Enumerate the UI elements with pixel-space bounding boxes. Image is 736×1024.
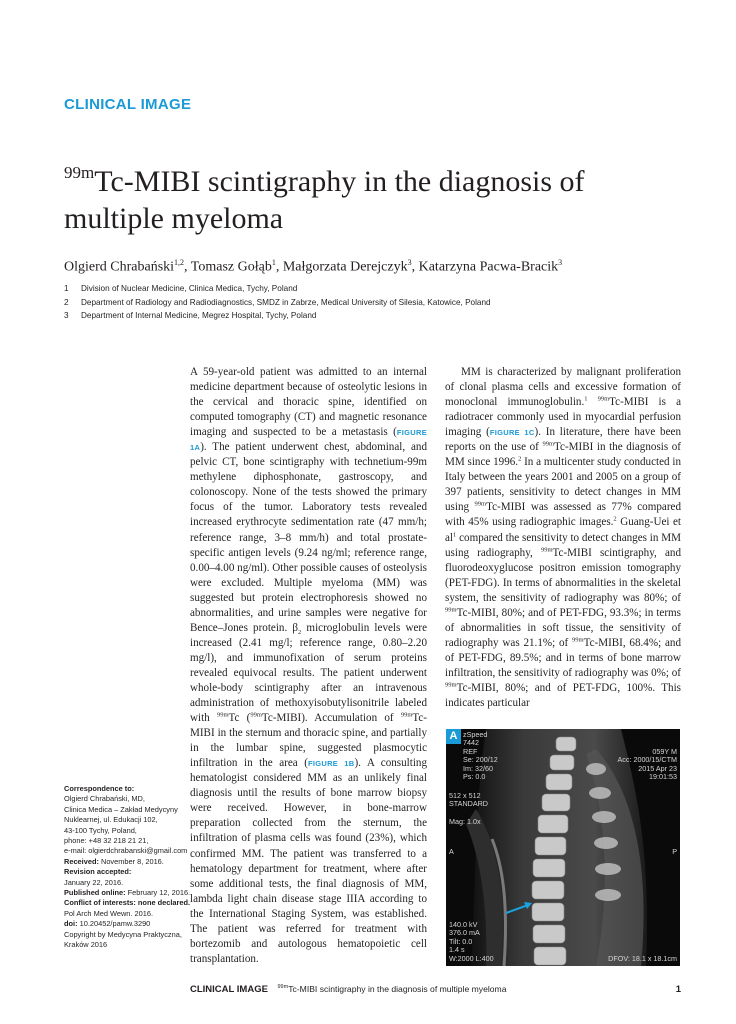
footer-isotope: 99m: [277, 984, 289, 991]
author-name: Katarzyna Pacwa-Bracik: [418, 259, 559, 275]
copyright: Kraków 2016: [64, 940, 108, 950]
affiliation-text: Division of Nuclear Medicine, Clinica Medica, Tychy, Poland: [81, 284, 298, 293]
section-tag: CLINICAL IMAGE: [64, 96, 192, 113]
correspondence-line: 43-100 Tychy, Poland,: [64, 825, 137, 835]
title-isotope: 99m: [64, 163, 95, 182]
citation-link[interactable]: 2: [613, 515, 617, 523]
author-name: Małgorzata Derejczyk: [282, 259, 408, 275]
affiliation: [64, 309, 491, 323]
body-column-right: [445, 365, 681, 711]
figure-reference-link[interactable]: FIGURE 1A: [190, 428, 427, 453]
author-affiliation: 3: [407, 258, 412, 267]
article-title: [64, 156, 684, 237]
affiliation: [64, 296, 491, 310]
revision-label: Revision accepted:: [64, 867, 132, 877]
author-affiliation: 3: [558, 258, 563, 267]
affiliation: [64, 282, 491, 296]
orientation-anterior: A: [449, 847, 454, 856]
affiliation-text: Department of Internal Medicine, Megrez Hospital, Tychy, Poland: [81, 311, 317, 320]
citation-link[interactable]: 2: [518, 455, 522, 463]
correspondence-line: Olgierd Chrabański, MD,: [64, 794, 145, 804]
scan-info-bottom-right: DFOV: 18.1 x 18.1cm: [608, 954, 677, 963]
author-name: Olgierd Chrabański: [64, 259, 175, 275]
revision-date: January 22, 2016.: [64, 877, 124, 887]
citation-link[interactable]: 1: [453, 530, 457, 538]
conflict-statement: Conflict of interests: none declared.: [64, 898, 191, 908]
doi-label: doi:: [64, 919, 78, 929]
published-date: February 12, 2016.: [127, 888, 191, 898]
journal-citation: Pol Arch Med Wewn. 2016.: [64, 908, 154, 918]
author-list: Olgierd Chrabański$^{1,2}$, Tomasz Gołąb$^1$, Małgorzata Derejczyk$^3$, Katarzyna Pacwa-Bracik$^3$: [64, 258, 563, 275]
discussion-paragraph: MM is characterized by malignant proliferation of clonal plasma cells and excessive formation of monoclonal immunoglobulin.$^1$ $^{99m}$Tc-MIBI is a radiotracer commonly used in myocardial perfusion imaging (FIGURE 1C). In literature, there have been reports on the use of $^{99m}$Tc-MIBI in the diagnosis of MM since 1996.$^2$ In a multicenter study conducted in Italy between the years 2001 and 2005 on a group of 397 patients, sensitivity to detect changes in MM using $^{99m}$Tc-MIBI was assessed as 77% compared with 45% using radiographic images.$^2$ Guang-Uei et $al^1$ compared the sensitivity to detect changes in MM using radiography, $^{99m}$Tc-MIBI scintigraphy, and fluorodeoxyglucose positron emission tomography (PET-FDG). In terms of abnormalities in the skeletal system, the sensitivity of radiography was 80%; of $^{99m}$Tc-MIBI, 80%; and of PET-FDG, 93.3%; in terms of abnormalities in soft tissue, the sensitivity of radiography was 21.1%; of $^{99m}$Tc-MIBI, 68.4%; and of PET-FDG, 89.5%; and in terms of bone marrow infiltration, the sensitivity of radiography was 0%; of $^{99m}$Tc-MIBI, 80%; and of PET-FDG, 100%. This indicates particular: [445, 366, 682, 710]
orientation-posterior: P: [672, 847, 677, 856]
affiliation-text: Department of Radiology and Radiodiagnostics, SMDZ in Zabrze, Medical University of Silesia, Katowice, Poland: [81, 297, 491, 307]
title-text: Tc-MIBI scintigraphy in the diagnosis of multiple myeloma: [64, 165, 585, 235]
figure-panel-label: A: [446, 729, 461, 744]
correspondence-label: Correspondence to:: [64, 784, 135, 793]
case-paragraph: A 59-year-old patient was admitted to an internal medicine department because of osteolytic lesions in the cervical and thoracic spine, identified on computed tomography (CT) and magnetic resonance imaging and suspected to be a metastasis (FIGURE 1A). The patient underwent chest, abdominal, and pelvic CT, bone scintigraphy with technetium-99m methylene diphosphonate, gastroscopy, and colonoscopy. None of the tests showed the primary focus of the tumor. Laboratory tests revealed increased erythrocyte sedimentation rate (47 mm/h; reference range, 3–8 mm/h) and total prostate-specific antigen levels (9.24 ng/ml; reference range, 0.00–4.00 ng/ml). Other possible causes of osteolysis were excluded. Multiple myeloma (MM) was suggested but protein electrophoresis showed no abnormalities, and urine samples were negative for Bence–Jones protein. $\beta_2$ microglobulin levels were increased (2.41 mg/l; reference range, 0.80–2.20 mg/l), and immunofixation of serum proteins revealed equivocal results. The patient underwent whole-body scintigraphy after an intravenous administration of methoxyisobutylisonitrile labeled with $^{99m}$Tc ($^{99m}$Tc-MIBI). Accumulation of $^{99m}$Tc-MIBI in the sternum and thoracic spine, and partially in the lumbar spine, suggested plasmocytic infiltration in the area (FIGURE 1B). A consulting hematologist considered MM as an unlikely final diagnosis until the results of bone marrow biopsy were received. However, in bone-marrow preparation collected from the sternum, the infiltration of plasma cells was found (23%), which confirmed MM. The patient was transferred to a hematology department for treatment, where after some additional tests, the final diagnosis of MM, lambda light chain disease stage IIIA according to the International Staging System, was established. The patient was referred for treatment with bortezomib and autologous hematopoietic cell transplantation.: [190, 366, 428, 965]
page-number: 1: [675, 984, 681, 995]
footer-running-title: Tc-MIBI scintigraphy in the diagnosis of multiple myeloma: [288, 984, 507, 994]
author-name: Tomasz Gołąb: [190, 259, 272, 275]
affiliation-number: 1: [64, 284, 69, 293]
published-label: Published online:: [64, 888, 126, 898]
figure-reference-link[interactable]: FIGURE 1C: [489, 428, 535, 438]
correspondence-sidebar: [64, 784, 191, 951]
doi-link[interactable]: 10.20452/pamw.3290: [79, 919, 151, 929]
received-date: November 8, 2016.: [100, 856, 164, 866]
correspondence-email[interactable]: e-mail: olgierdchrabanski@gmail.com: [64, 846, 188, 856]
body-column-left: [190, 365, 427, 967]
figure-reference-link[interactable]: FIGURE 1B: [307, 759, 355, 769]
citation-link[interactable]: 1: [584, 395, 588, 403]
affiliation-number: 3: [64, 311, 69, 320]
affiliation-list: [64, 282, 491, 323]
scan-magnification: Mag: 1.0x: [449, 817, 481, 826]
correspondence-line: Clinica Medica – Zakład Medycyny: [64, 804, 178, 814]
author-affiliation: 1: [271, 258, 276, 267]
ct-scan-figure: [446, 729, 680, 966]
copyright: Copyright by Medycyna Praktyczna,: [64, 929, 182, 939]
author-affiliation: 1,2: [174, 258, 185, 267]
correspondence-line: phone: +48 32 218 21 21,: [64, 836, 149, 846]
scan-info-top-right: 059Y M Acc: 2000/15/CTM 2015 Apr 23 19:01:53: [617, 747, 677, 782]
page-footer: [190, 984, 681, 995]
affiliation-number: 2: [64, 297, 69, 307]
correspondence-line: Nuklearnej, ul. Edukacji 102,: [64, 815, 158, 825]
scan-matrix-info: 512 x 512 STANDARD: [449, 791, 489, 809]
scan-info-bottom-left: 140.0 kV 376.0 mA Tilt: 0.0 1.4 s W:2000 L:400: [449, 920, 494, 963]
footer-section-tag: CLINICAL IMAGE: [190, 984, 268, 995]
scan-info-top-left: zSpeed 7442 REF Se: 200/12 Im: 32/60 Ps: 0.0: [463, 730, 498, 782]
received-label: Received:: [64, 856, 99, 866]
